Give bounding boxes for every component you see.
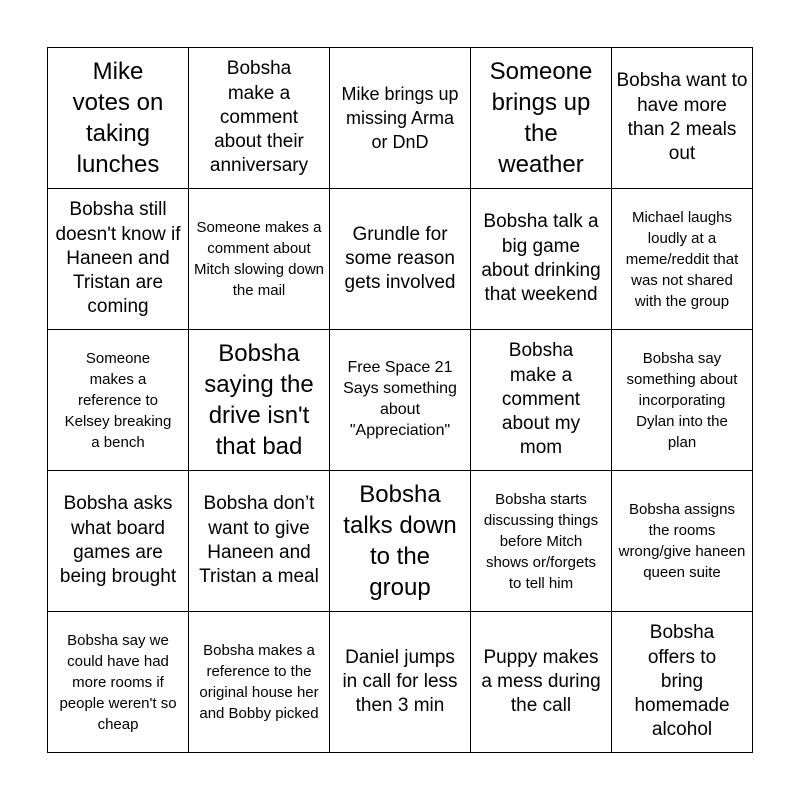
bingo-board [47,47,753,753]
bingo-cell[interactable] [471,189,612,330]
bingo-cell[interactable] [48,471,189,612]
bingo-cell[interactable] [612,330,753,471]
bingo-cell[interactable] [471,471,612,612]
bingo-cell-text: Bobsha offers to bring homemade alcohol [634,622,730,741]
bingo-cell-text: Grundle for some reason gets involved [344,223,456,294]
bingo-cell[interactable] [189,471,330,612]
bingo-cell-text: Bobsha make a comment about their anniversary [209,58,309,177]
bingo-cell-text: Someone makes a comment about Mitch slowing down the mail [193,219,325,299]
bingo-cell-text: Michael laughs loudly at a meme/reddit that was not shared with the group [625,208,739,310]
bingo-cell[interactable] [189,612,330,753]
bingo-cell-text: Bobsha say we could have had more rooms if people weren't so cheap [59,631,177,733]
bingo-cell[interactable] [471,330,612,471]
bingo-cell-text: Bobsha starts discussing things before Mitch shows or/forgets to tell him [483,490,599,592]
bingo-cell[interactable] [330,612,471,753]
bingo-cell[interactable] [330,189,471,330]
bingo-cell-text: Bobsha makes a reference to the original house her and Bobby picked [199,642,319,722]
bingo-cell-text: Bobsha don’t want to give Haneen and Tristan a meal [199,493,319,588]
bingo-cell-text: Bobsha still doesn't know if Haneen and Tristan are coming [55,199,181,318]
bingo-cell[interactable] [330,471,471,612]
bingo-cell[interactable] [330,48,471,189]
bingo-cell[interactable] [48,189,189,330]
bingo-cell[interactable] [612,189,753,330]
bingo-cell-text: Bobsha say something about incorporating Dylan into the plan [626,349,738,451]
bingo-cell[interactable] [189,48,330,189]
bingo-cell[interactable] [189,189,330,330]
bingo-cell-text: Bobsha talk a big game about drinking that weekend [481,211,601,306]
bingo-cell-text: Daniel jumps in call for less then 3 min [342,646,458,717]
bingo-cell-text: Free Space 21 Says something about "Appreciation" [343,359,457,439]
bingo-cell-text: Bobsha want to have more than 2 meals out [616,70,748,165]
bingo-cell-text: Someone brings up the weather [489,57,593,179]
bingo-cell-text: Bobsha talks down to the group [343,480,457,602]
bingo-cell[interactable] [471,612,612,753]
bingo-cell[interactable] [471,48,612,189]
bingo-cell[interactable] [612,471,753,612]
bingo-cell-text: Puppy makes a mess during the call [481,646,601,717]
bingo-cell[interactable] [612,48,753,189]
bingo-cell-text: Mike votes on taking lunches [72,57,164,179]
bingo-cell-text: Bobsha make a comment about my mom [501,340,581,459]
bingo-cell[interactable] [48,612,189,753]
bingo-cell[interactable] [330,330,471,471]
bingo-cell-text: Bobsha assigns the rooms wrong/give haneen queen suite [618,501,746,581]
bingo-cell[interactable] [612,612,753,753]
bingo-cell-text: Bobsha saying the drive isn't that bad [204,339,314,461]
bingo-cell[interactable] [189,330,330,471]
bingo-cell[interactable] [48,330,189,471]
bingo-cell-text: Someone makes a reference to Kelsey breaking a bench [64,349,172,451]
bingo-cell[interactable] [48,48,189,189]
bingo-cell-text: Bobsha asks what board games are being brought [59,493,177,588]
bingo-cell-text: Mike brings up missing Arma or DnD [341,83,459,153]
